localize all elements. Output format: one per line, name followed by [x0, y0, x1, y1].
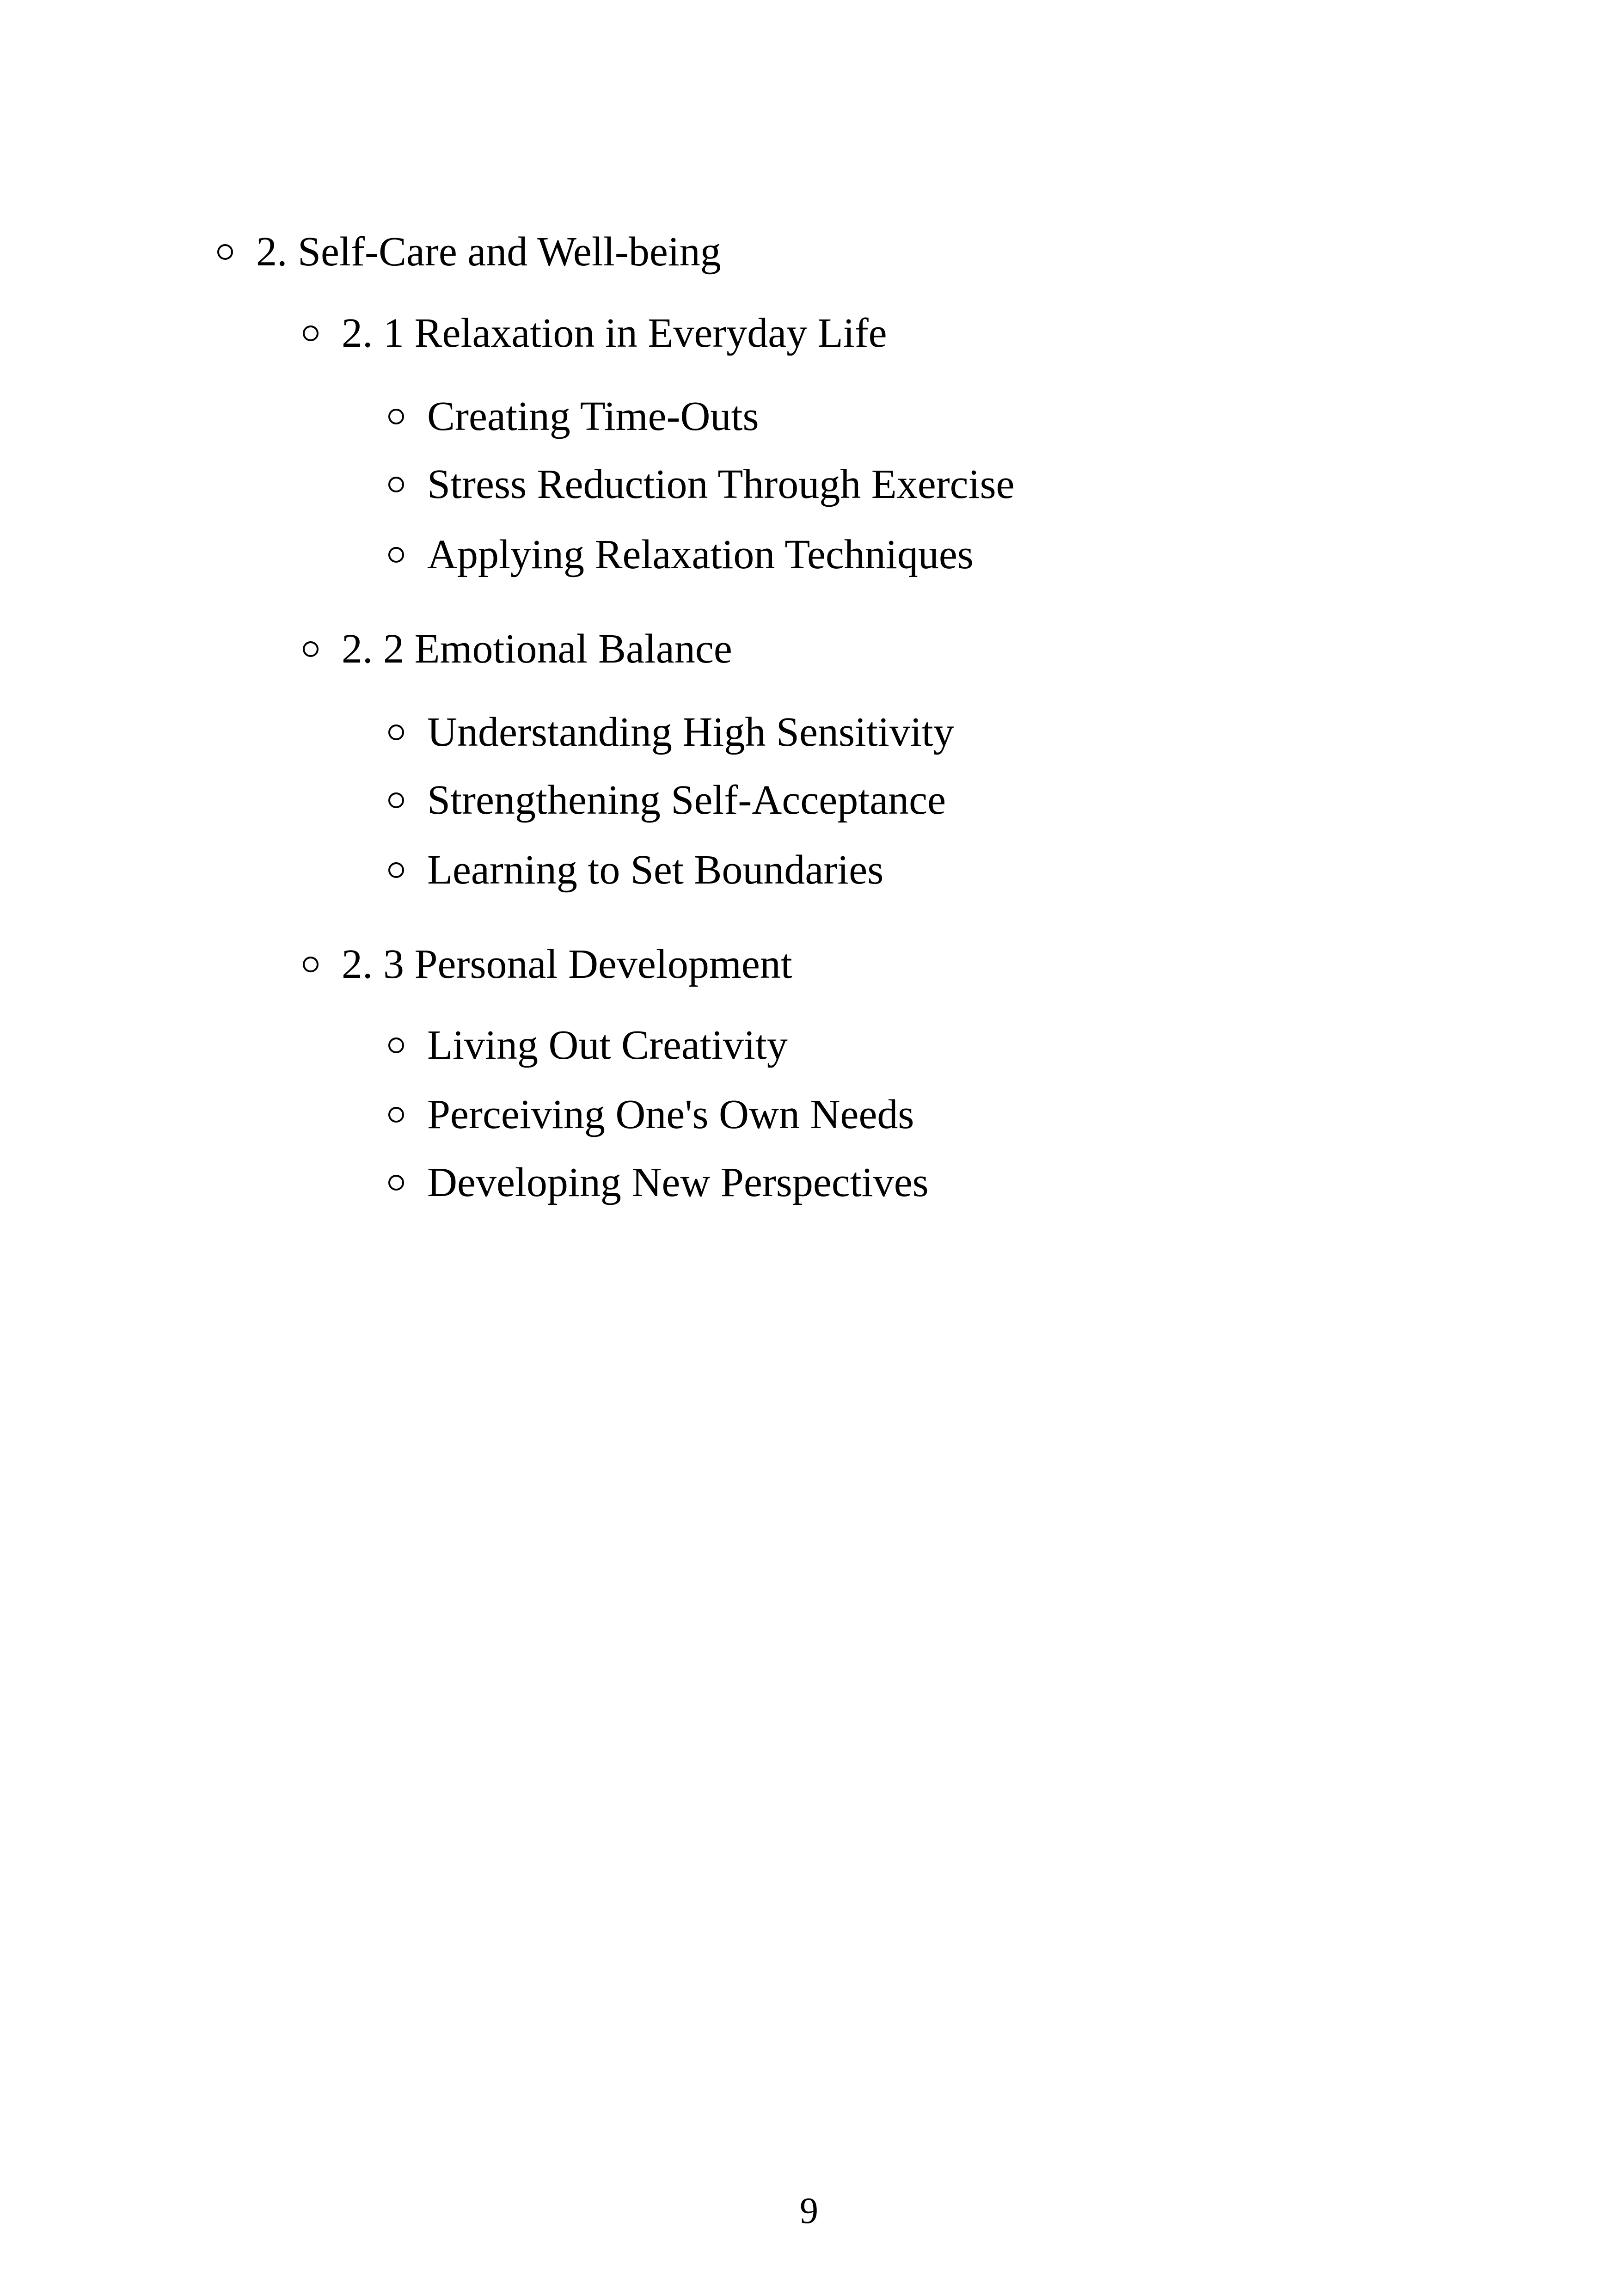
outline-subsection-2-2: [303, 628, 732, 670]
hollow-circle-bullet-icon: [303, 957, 319, 972]
outline-subsection-label: 2. 3 Personal Development: [342, 941, 792, 987]
outline-item: [388, 849, 883, 891]
outline-subsection-label: 2. 1 Relaxation in Everyday Life: [342, 310, 887, 356]
hollow-circle-bullet-icon: [388, 792, 404, 808]
outline-item: [388, 777, 946, 823]
hollow-circle-bullet-icon: [303, 641, 319, 657]
outline-section-label: 2. Self-Care and Well-being: [256, 229, 721, 275]
outline-item-label: Applying Relaxation Techniques: [427, 532, 974, 577]
outline-item-label: Living Out Creativity: [427, 1022, 788, 1068]
hollow-circle-bullet-icon: [388, 724, 404, 740]
outline-subsection-2-1: [303, 310, 887, 356]
outline-item-label: Strengthening Self-Acceptance: [427, 777, 946, 823]
outline-item-label: Developing New Perspectives: [427, 1160, 929, 1205]
outline-item: [388, 709, 954, 755]
outline-item: [388, 1022, 788, 1068]
outline-item-label: Perceiving One's Own Needs: [427, 1092, 914, 1137]
outline-item: [388, 461, 1015, 507]
outline-subsection-2-3: [303, 941, 792, 987]
hollow-circle-bullet-icon: [388, 409, 404, 424]
hollow-circle-bullet-icon: [388, 1107, 404, 1123]
hollow-circle-bullet-icon: [388, 1175, 404, 1191]
outline-item-label: Creating Time-Outs: [427, 393, 759, 439]
outline-item-label: Learning to Set Boundaries: [427, 847, 884, 893]
outline-item: [388, 1094, 914, 1136]
outline-section-2: [217, 231, 721, 273]
page-number: 9: [800, 2191, 818, 2231]
hollow-circle-bullet-icon: [217, 244, 233, 260]
hollow-circle-bullet-icon: [388, 477, 404, 492]
outline-item: [388, 393, 759, 439]
outline-item-label: Stress Reduction Through Exercise: [427, 461, 1015, 507]
hollow-circle-bullet-icon: [388, 1037, 404, 1053]
hollow-circle-bullet-icon: [303, 325, 319, 341]
outline-subsection-label: 2. 2 Emotional Balance: [342, 626, 732, 672]
hollow-circle-bullet-icon: [388, 547, 404, 563]
outline-item: [388, 1162, 929, 1203]
outline-item-label: Understanding High Sensitivity: [427, 709, 954, 755]
outline-item: [388, 534, 974, 576]
hollow-circle-bullet-icon: [388, 862, 404, 878]
